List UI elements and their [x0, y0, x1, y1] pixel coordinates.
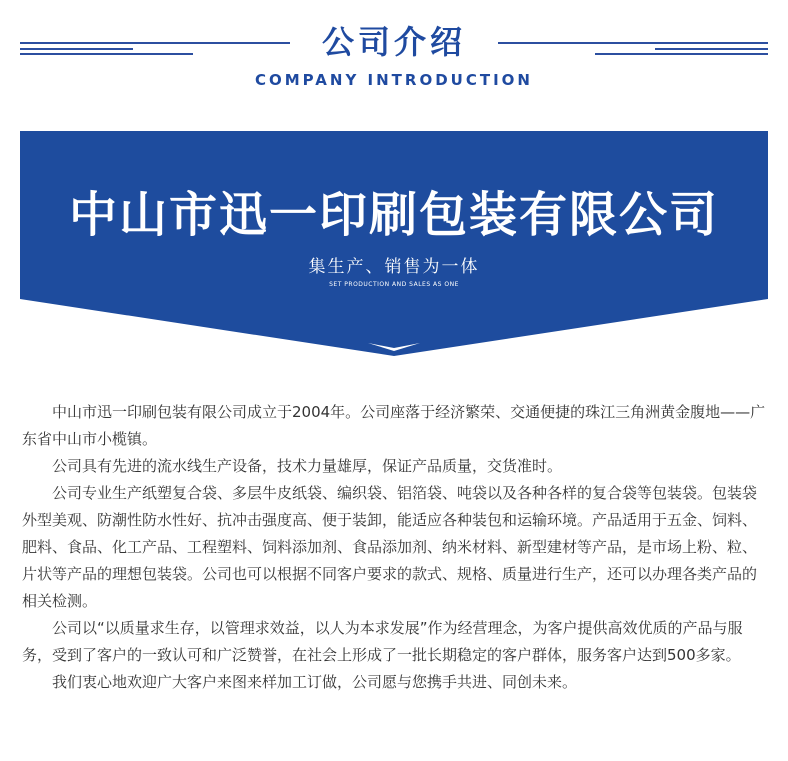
paragraph: 我们衷心地欢迎广大客户来图来样加工订做，公司愿与您携手共进、同创未来。 [52, 673, 578, 691]
section-subtitle: COMPANY INTRODUCTION [255, 71, 533, 89]
company-banner [20, 131, 768, 361]
paragraph: 公司以“以质量求生存，以管理求效益，以人为本求发展”作为经营理念，为客户提供高效优质的产品与服务，受到了客户的一致认可和广泛赞誉，在社会上形成了一批长期稳定的客户群体，服务客户达到500多家。 [22, 619, 743, 664]
section-title: 公司介绍 [321, 23, 466, 61]
banner-tagline-english: SET PRODUCTION AND SALES AS ONE [329, 281, 459, 288]
company-description [22, 399, 768, 696]
company-name: 中山市迅一印刷包装有限公司 [68, 187, 719, 243]
paragraph: 公司专业生产纸塑复合袋、多层牛皮纸袋、编织袋、铝箔袋、吨袋以及各种各样的复合袋等包装袋。包装袋外型美观、防潮性防水性好、抗冲击强度高、便于装卸，能适应各种装包和运输环境。产品适用于五金、饲料、肥料、食品、化工产品、工程塑料、饲料添加剂、食品添加剂、纳米材料、新型建材等产品，是市场上粉、粒、片状等产品的理想包装袋。公司也可以根据不同客户要求的款式、规格、质量进行生产，还可以办理各类产品的相关检测。 [22, 484, 758, 610]
section-header [0, 0, 788, 100]
paragraph: 中山市迅一印刷包装有限公司成立于2004年。公司座落于经济繁荣、交通便捷的珠江三角洲黄金腹地——广东省中山市小榄镇。 [22, 403, 766, 448]
banner-tagline: 集生产、销售为一体 [308, 257, 480, 277]
paragraph: 公司具有先进的流水线生产设备，技术力量雄厚，保证产品质量，交货准时。 [52, 457, 563, 475]
